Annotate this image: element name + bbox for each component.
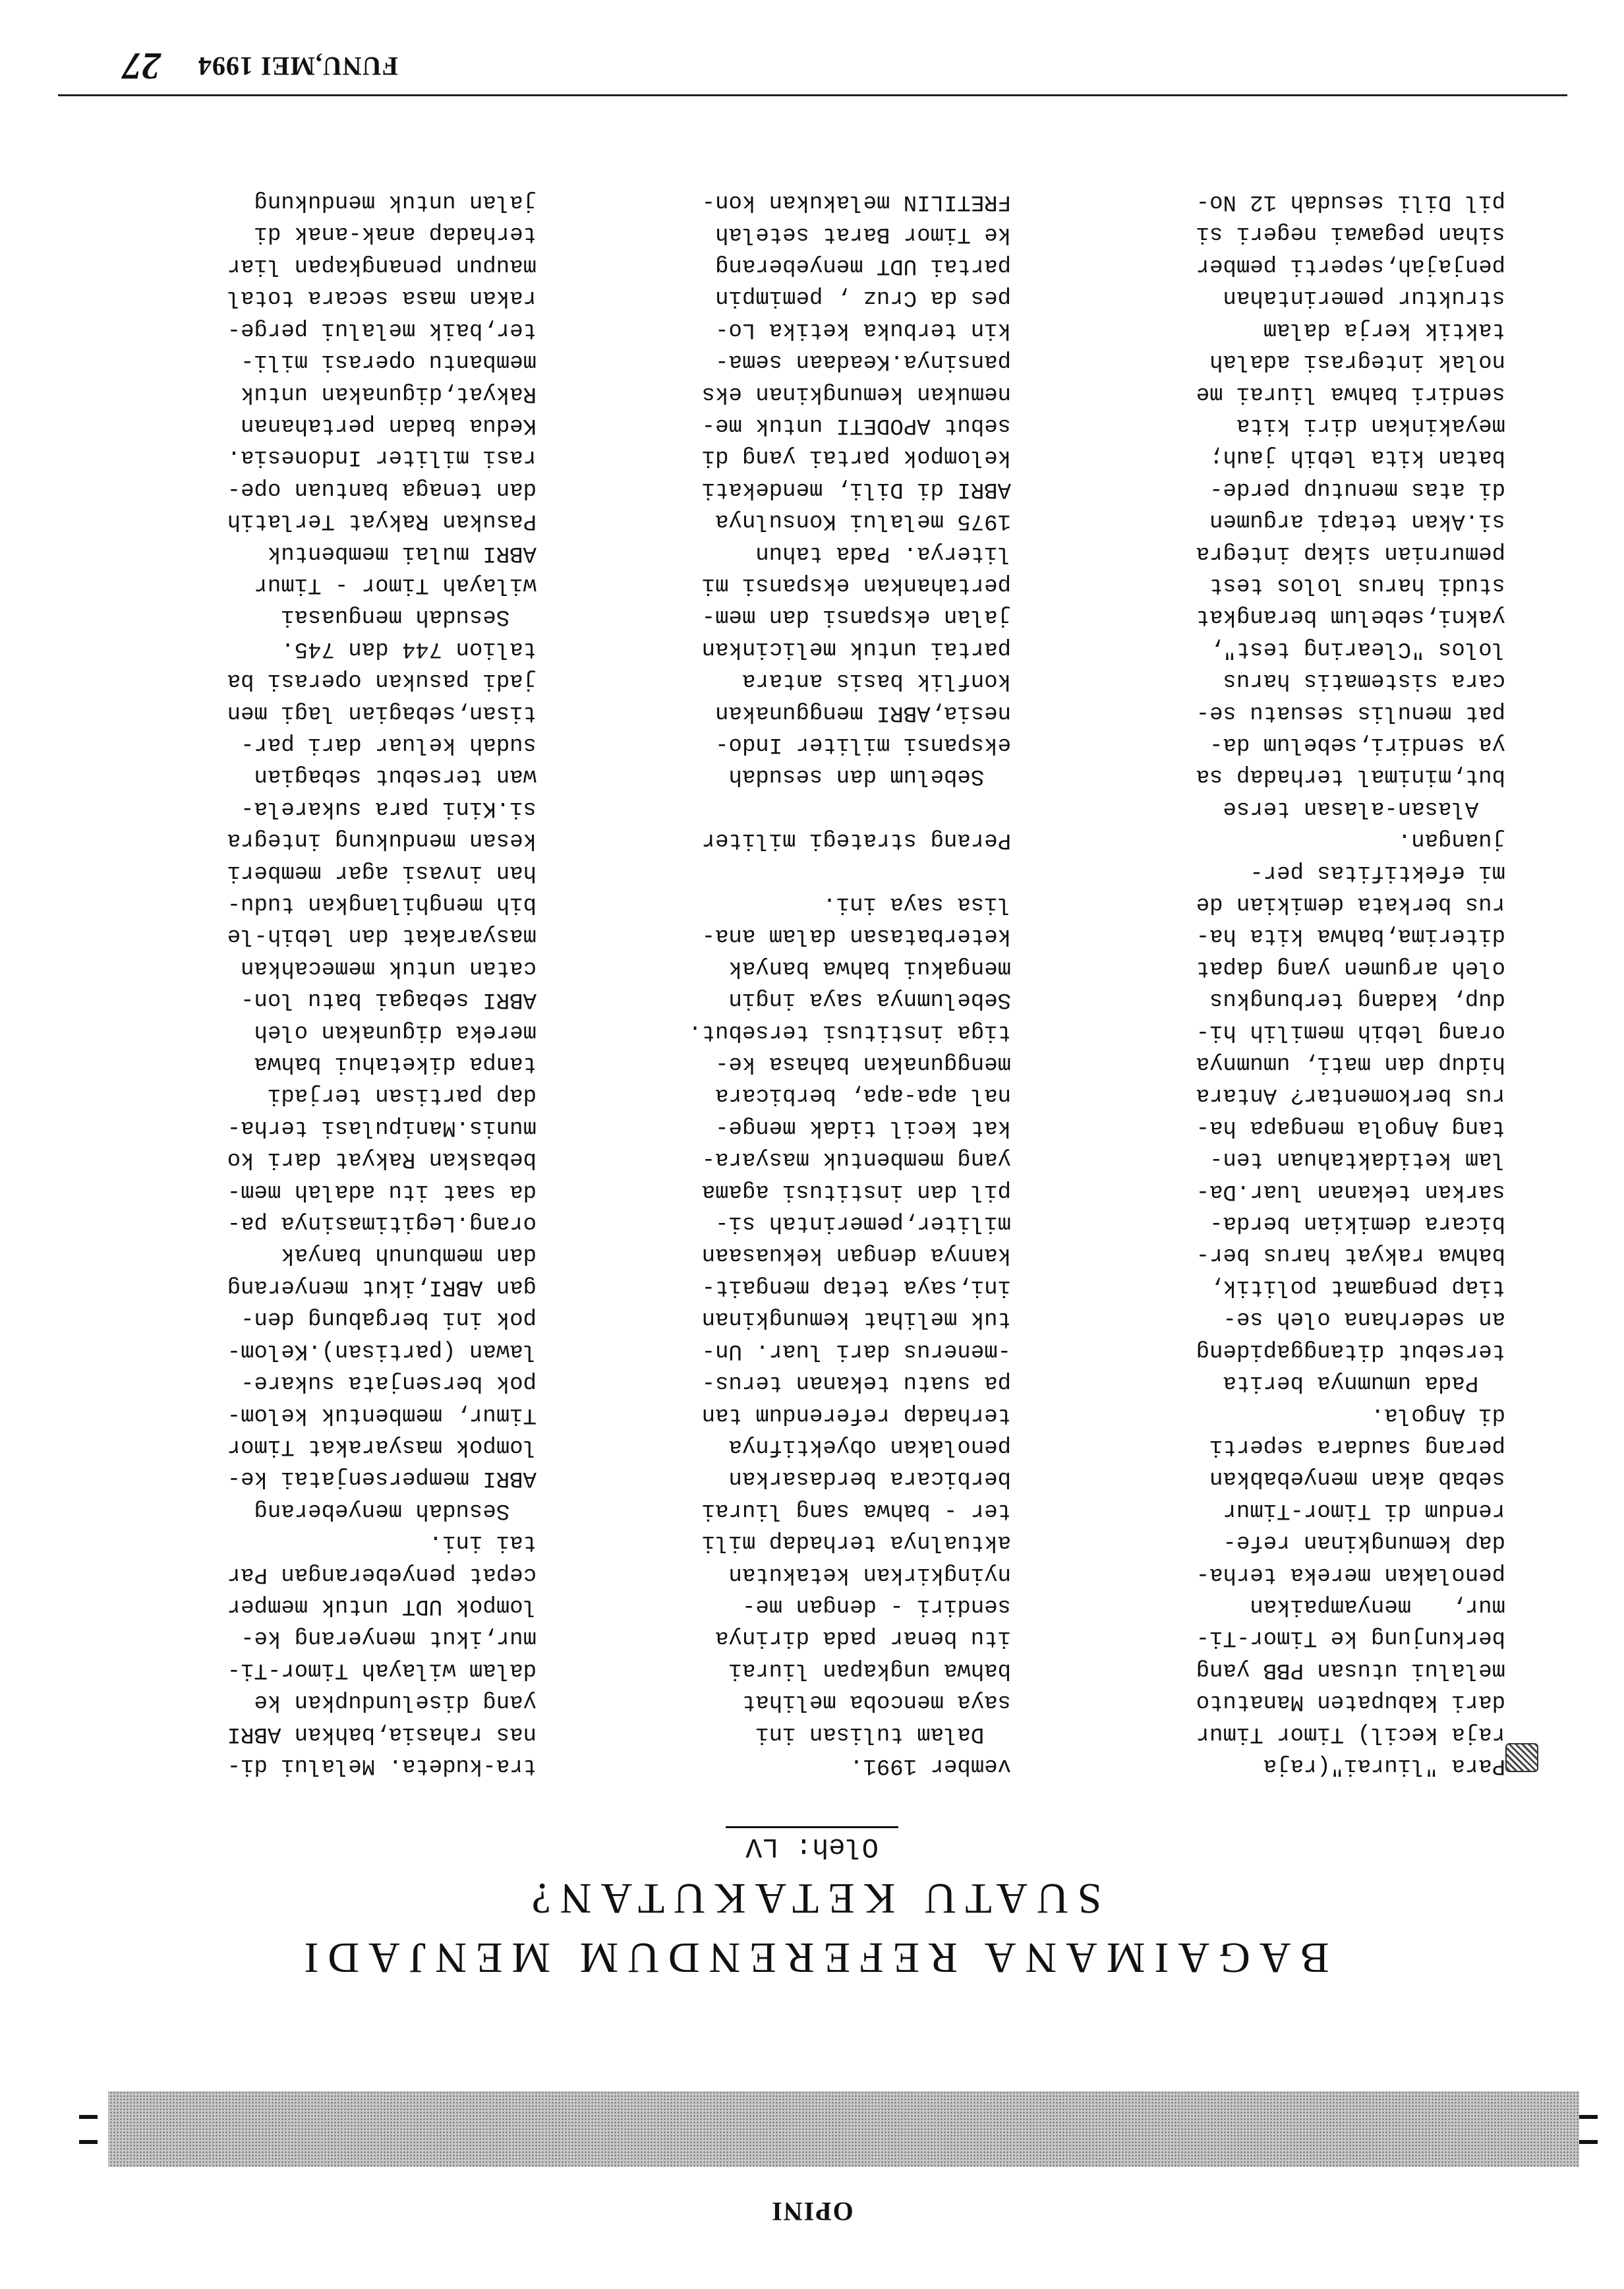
- text-line: Rakyat,digunakan untuk: [241, 380, 536, 406]
- text-line: sarkan tekanan luar.Da-: [1196, 1178, 1505, 1204]
- text-line: vember 1991.: [850, 1753, 1011, 1778]
- text-line: penolakan obyektifnya: [728, 1433, 1011, 1459]
- footer-publication: FUNU,MEI 1994: [197, 51, 398, 81]
- text-line: pemurnian sikap integra: [1196, 540, 1505, 566]
- text-line: jalan ekspansi dan mem-: [701, 604, 1011, 630]
- text-line: tuk melihat kemungkinan: [701, 1306, 1011, 1332]
- text-line: dan membunuh banyak: [281, 1242, 536, 1268]
- text-line: pa suatu tekanan terus-: [701, 1370, 1011, 1396]
- text-line: mengakui bahwa banyak: [728, 955, 1011, 980]
- text-line: 1975 melalui Konsulnya: [715, 508, 1011, 534]
- text-line: Pada umumnya berita: [1223, 1370, 1505, 1396]
- section-label: OPINI: [770, 2197, 854, 2226]
- text-line: mur,ikut menyerang ke-: [241, 1625, 536, 1651]
- text-line: dari kabupaten Manatuto: [1196, 1689, 1505, 1715]
- text-line: ter,baik melalui perge-: [227, 316, 536, 342]
- text-line: Sebelumnya saya ingin: [728, 987, 1011, 1013]
- text-line: pok bersenjata sukare-: [241, 1370, 536, 1396]
- text-line: pat menulis sesuatu se-: [1196, 699, 1505, 725]
- text-line: sudah keluar dari par-: [241, 732, 536, 757]
- text-line: nolak integrasi adalah: [1209, 349, 1505, 374]
- text-line: aktualnya terhadap mili: [701, 1530, 1011, 1555]
- text-line: bahwa rakyat harus ber-: [1196, 1242, 1505, 1268]
- text-line: nas rahasia,bahkan ABRI: [227, 1721, 536, 1746]
- text-line: sebab akan menyebabkan: [1209, 1466, 1505, 1491]
- byline-text: Oleh: LV: [726, 1826, 898, 1862]
- text-line: orang.Legitimasinya pa-: [227, 1210, 536, 1236]
- text-line: mereka digunakan oleh: [254, 1019, 536, 1044]
- text-line: membantu operasi mili-: [241, 349, 536, 374]
- text-line: munis.Manipulasi terha-: [227, 1114, 536, 1140]
- text-line: Kedua badan pertahanan: [241, 412, 536, 438]
- text-line: pil dan institusi agama: [701, 1178, 1011, 1204]
- text-line: tra-kudeta. Melalui di-: [227, 1753, 536, 1778]
- text-line: Sebelum dan sesudah: [728, 763, 1011, 789]
- text-line: wilayah Timor - Timur: [254, 572, 536, 597]
- text-line: tiga institusi tersebut.: [688, 1019, 1011, 1044]
- text-line: Pasukan Rakyat Terlatih: [227, 508, 536, 534]
- text-line: militer,pemerintah si-: [715, 1210, 1011, 1236]
- text-line: tisan,sebagian lagi men: [227, 699, 536, 725]
- text-line: meyakinkan diri kita: [1236, 412, 1505, 438]
- text-line: catan untuk memecahkan: [241, 955, 536, 980]
- text-line: Perang strategi militer: [701, 827, 1011, 853]
- text-column-1: [1110, 160, 1505, 1781]
- text-line: maupun penangkapan liar: [227, 253, 536, 278]
- text-line: jalan untuk mendukung: [254, 189, 536, 215]
- text-line: bahwa ungkapan liurai: [728, 1657, 1011, 1682]
- text-line: wan tersebut sebagian: [254, 763, 536, 789]
- text-line: tersebut ditanggapideng: [1196, 1338, 1505, 1363]
- text-line: Alasan-alasan terse: [1223, 795, 1505, 821]
- text-line: Sesudah menguasai: [281, 604, 536, 630]
- article-title-line1: BAGAIMANA REFERENDUM MENJADI: [295, 1934, 1329, 1982]
- text-line: penjajah,seperti pember: [1196, 253, 1505, 278]
- text-line: literya. Pada tahun: [755, 540, 1011, 566]
- band-tick-left-lower: [1579, 2115, 1598, 2119]
- text-line: penolakan mereka terha-: [1196, 1561, 1505, 1587]
- text-line: melalui utusan PBB yang: [1196, 1657, 1505, 1682]
- text-line: rus berkomentar? Antara: [1196, 1083, 1505, 1108]
- text-line: bih menghilangkan tudu-: [227, 891, 536, 917]
- text-line: partai untuk melicinkan: [701, 636, 1011, 661]
- text-line: ABRI sebagai batu lon-: [241, 987, 536, 1013]
- text-line: -menerus dari luar. Un-: [701, 1338, 1011, 1363]
- text-line: berkunjung ke Timor-Ti-: [1196, 1625, 1505, 1651]
- text-line: nal apa-apa, berbicara: [715, 1083, 1011, 1108]
- text-line: ABRI mulai membentuk: [267, 540, 536, 566]
- text-line: yakni,sebelum berangkat: [1196, 604, 1505, 630]
- text-line: FRETILIN melakukan kon-: [701, 189, 1011, 215]
- text-line: oleh argumen yang dapat: [1196, 955, 1505, 980]
- text-line: nemukan kemungkinan eks: [701, 380, 1011, 406]
- text-line: taktik kerja dalam: [1263, 316, 1505, 342]
- text-line: ABRI mempersenjatai ke-: [227, 1466, 536, 1491]
- text-line: partai UDT menyeberang: [715, 253, 1011, 278]
- text-line: Para "liurai"(raja: [1263, 1753, 1505, 1778]
- text-line: ABRI di Dili, mendekati: [701, 476, 1011, 502]
- text-line: raja kecil) Timor Timur: [1196, 1721, 1505, 1746]
- text-line: dan tenaga bantuan ope-: [227, 476, 536, 502]
- text-line: [616, 856, 1011, 887]
- text-line: diterima,bahwa kita ha-: [1196, 923, 1505, 949]
- text-line: tang Angola mengapa ha-: [1196, 1114, 1505, 1140]
- article-byline: [0, 1833, 1624, 1860]
- text-line: tai ini.: [428, 1530, 536, 1555]
- drop-cap-ornament-icon: [1505, 1743, 1538, 1772]
- text-line: dap partisan terjadi: [267, 1083, 536, 1108]
- text-line: ke Timor Barat setelah: [715, 221, 1011, 247]
- text-line: lam ketidaktahuan ten-: [1209, 1146, 1505, 1172]
- text-line: lawan (partisan).Kelom-: [227, 1338, 536, 1363]
- text-line: an sederhana oleh se-: [1223, 1306, 1505, 1332]
- text-line: konflik basis antara: [741, 668, 1011, 694]
- text-line: sebut APODETI untuk me-: [701, 412, 1011, 438]
- text-line: sendiri bahwa liurai me: [1196, 380, 1505, 406]
- text-line: [616, 792, 1011, 823]
- text-line: hidup dan mati, umumnya: [1196, 1051, 1505, 1077]
- text-line: masyarakat dan lebih-le: [227, 923, 536, 949]
- text-line: kat kecil tidak menge-: [715, 1114, 1011, 1140]
- text-line: ya sendiri,sebelum da-: [1209, 732, 1505, 757]
- article-title-line2: SUATU KETAKUTAN?: [522, 1874, 1102, 1922]
- text-line: di atas menutup perde-: [1209, 476, 1505, 502]
- text-line: itu benar pada dirinya: [715, 1625, 1011, 1651]
- text-line: si.Kini para sukarela-: [241, 795, 536, 821]
- text-line: keterbatasan dalam ana-: [701, 923, 1011, 949]
- text-line: gan ABRI,ikut menyerang: [227, 1274, 536, 1299]
- text-line: pansinya.Keadaan sema-: [715, 349, 1011, 374]
- footer-rule: [58, 94, 1567, 96]
- text-line: struktur pemerintahan: [1223, 285, 1505, 311]
- text-line: di Angola.: [1370, 1402, 1505, 1427]
- text-line: terhadap anak-anak di: [254, 221, 536, 247]
- text-line: bicara demikian berda-: [1209, 1210, 1505, 1236]
- text-line: perang saudara seperti: [1209, 1433, 1505, 1459]
- text-line: pil Dili sesudah 12 No-: [1196, 189, 1505, 215]
- text-column-3: [115, 160, 536, 1781]
- text-line: Dalam tulisan ini: [755, 1721, 1011, 1746]
- text-line: yang diselundupkan ke: [254, 1689, 536, 1715]
- text-line: sihan pegawai negeri si: [1196, 221, 1505, 247]
- text-line: rakan masa secara total: [227, 285, 536, 311]
- text-line: rus berkata demikian de: [1196, 891, 1505, 917]
- text-line: Sesudah menyeberang: [254, 1497, 536, 1523]
- text-line: pertahankan ekspansi mi: [701, 572, 1011, 597]
- text-line: mur, menyampaikan: [1250, 1593, 1505, 1619]
- text-line: rendum di Timor-Timur: [1223, 1497, 1505, 1523]
- text-line: rasi militer Indonesia.: [227, 444, 536, 470]
- text-line: saya mencoba melihat: [741, 1689, 1011, 1715]
- text-line: jadi pasukan operasi ba: [227, 668, 536, 694]
- text-line: pok ini bergabung den-: [241, 1306, 536, 1332]
- text-line: kelompok partai yang di: [701, 444, 1011, 470]
- text-line: lompok masyarakat Timor: [227, 1433, 536, 1459]
- text-line: bebaskan Rakyat dari ko: [227, 1146, 536, 1172]
- text-line: terhadap referendum tan: [701, 1402, 1011, 1427]
- text-line: si.Akan tetapi argumen: [1209, 508, 1505, 534]
- text-line: batan kita lebih jauh;: [1209, 444, 1505, 470]
- text-line: lisa saya ini.: [823, 891, 1011, 917]
- text-line: nyingkirkan ketakutan: [728, 1561, 1011, 1587]
- text-line: dalam wilayah Timor-Ti-: [227, 1657, 536, 1682]
- text-line: orang lebih memilih hi-: [1196, 1019, 1505, 1044]
- text-line: da saat itu adalah mem-: [227, 1178, 536, 1204]
- text-line: lolos "Clearing test",: [1209, 636, 1505, 661]
- text-line: kesan mendukung integra: [227, 827, 536, 853]
- text-line: Timur, membentuk kelom-: [227, 1402, 536, 1427]
- text-line: kannya dengan kekuasaan: [701, 1242, 1011, 1268]
- text-line: juangan.: [1397, 827, 1505, 853]
- text-line: dup, kadang terbungkus: [1209, 987, 1505, 1013]
- text-line: talion 744 dan 745.: [281, 636, 536, 661]
- text-line: but,minimal terhadap sa: [1196, 763, 1505, 789]
- text-line: nesia,ABRI menggunakan: [715, 699, 1011, 725]
- band-tick-left: [1579, 2140, 1598, 2144]
- text-line: mi efektifitas per-: [1250, 859, 1505, 885]
- text-line: han invasi agar memberi: [227, 859, 536, 885]
- section-band: [108, 2091, 1579, 2167]
- text-line: studi harus lolos test: [1209, 572, 1505, 597]
- text-line: pes da Cruz , pemimpin: [715, 285, 1011, 311]
- text-column-2: [616, 160, 1011, 1781]
- band-tick-right: [79, 2140, 98, 2144]
- text-line: ini,saya tetap mengait-: [701, 1274, 1011, 1299]
- text-line: dap kemungkinan refe-: [1223, 1530, 1505, 1555]
- footer-page-number: 27: [123, 45, 161, 88]
- text-line: tiap pengamat politik,: [1209, 1274, 1505, 1299]
- text-line: sendiri - dengan me-: [741, 1593, 1011, 1619]
- text-line: ter - bahwa sang liurai: [701, 1497, 1011, 1523]
- text-line: menggunakan bahasa ke-: [715, 1051, 1011, 1077]
- text-line: cara sistematis harus: [1223, 668, 1505, 694]
- text-line: ekspansi militer Indo-: [715, 732, 1011, 758]
- text-line: berbicara berdasarkan: [728, 1466, 1011, 1491]
- text-line: kin terbuka ketika Lo-: [715, 316, 1011, 342]
- band-tick-right-lower: [79, 2115, 98, 2119]
- text-line: lompok UDT untuk memper: [227, 1593, 536, 1619]
- text-line: yang membentuk masyara-: [701, 1146, 1011, 1172]
- text-line: cepat penyeberangan Par: [227, 1561, 536, 1587]
- text-line: tanpa diketahui bahwa: [254, 1051, 536, 1077]
